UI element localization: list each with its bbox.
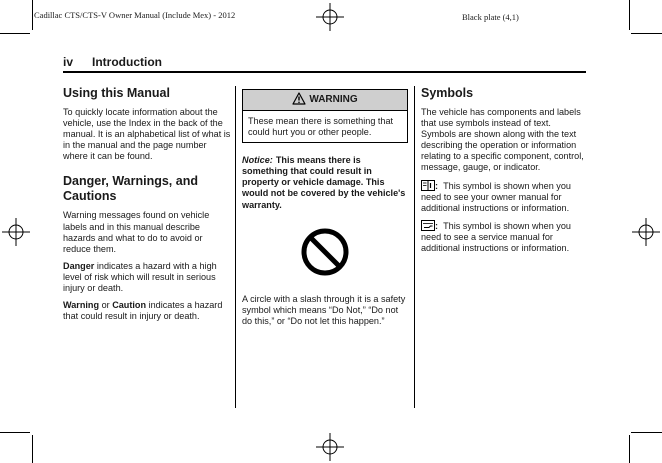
- notice-paragraph: [242, 155, 408, 210]
- warning-text: These mean there is something that could hurt you or other people.: [248, 116, 394, 138]
- owner-manual-symbol-entry: [421, 180, 587, 214]
- crop-mark: [32, 0, 33, 30]
- paragraph-danger: [63, 261, 231, 294]
- warning-box: [242, 89, 408, 143]
- column-right: [421, 86, 587, 260]
- running-head: [63, 55, 162, 69]
- prohibition-circle-icon: [300, 227, 350, 277]
- term-danger: Danger: [63, 260, 95, 271]
- paragraph: To quickly locate information about the vehicle, use the Index in the back of the manual. It is an alphabetical list of what is in the manual and the page number where it can be found.: [63, 107, 231, 162]
- registration-mark-icon: [316, 433, 344, 461]
- symbol-colon: :: [435, 180, 439, 191]
- registration-mark-icon: [316, 3, 344, 31]
- service-manual-symbol-entry: [421, 220, 587, 254]
- paragraph-warning-caution: [63, 300, 231, 322]
- crop-mark: [32, 435, 33, 463]
- heading-using-manual: Using this Manual: [63, 86, 170, 100]
- paragraph: The vehicle has components and labels that use symbols instead of text. Symbols are shown along with the text describing the operation or information relating to a specific component, control, message, gauge, or indicator.: [421, 107, 584, 173]
- column-divider: [235, 86, 236, 408]
- crop-mark: [0, 432, 30, 433]
- service-manual-icon: [421, 220, 435, 231]
- column-left: [63, 86, 231, 328]
- registration-mark-icon: [632, 218, 660, 246]
- heading-danger-warnings: Danger, Warnings, and Cautions: [63, 174, 198, 204]
- section-title: Introduction: [92, 55, 162, 69]
- warning-header: [243, 90, 407, 111]
- warning-title: WARNING: [309, 94, 358, 105]
- owner-manual-symbol-text: This symbol is shown when you need to see your owner manual for additional instructions or information.: [421, 180, 571, 213]
- symbol-colon: :: [435, 220, 439, 231]
- column-middle: [242, 89, 408, 333]
- header-rule: [63, 71, 586, 73]
- owner-manual-icon: [421, 180, 435, 191]
- notice-label: Notice:: [242, 155, 273, 166]
- registration-mark-icon: [2, 218, 30, 246]
- term-warning: Warning: [63, 300, 100, 311]
- service-manual-symbol-text: This symbol is shown when you need to see a service manual for additional instructions or information.: [421, 220, 571, 254]
- document-title: Cadillac CTS/CTS-V Owner Manual (Include Mex) - 2012: [34, 10, 236, 20]
- notice-text: This means there is something that could result in property or vehicle damage. This would not be covered by the vehicle's warranty.: [242, 155, 406, 210]
- paragraph: Warning messages found on vehicle labels and in this manual describe hazards and what to do to avoid or reduce them.: [63, 210, 210, 254]
- heading-symbols: Symbols: [421, 86, 474, 100]
- danger-description: indicates a hazard with a high level of risk which will result in serious injury or death.: [63, 260, 217, 294]
- crop-mark: [629, 435, 630, 463]
- term-caution: Caution: [112, 300, 147, 311]
- column-divider: [414, 86, 415, 408]
- crop-mark: [629, 0, 630, 30]
- page-number: iv: [63, 55, 74, 69]
- warning-caution-description: indicates a hazard that could result in injury or death.: [63, 300, 223, 322]
- prohibition-symbol: [242, 227, 408, 280]
- crop-mark: [0, 33, 30, 34]
- warning-triangle-icon: [292, 92, 306, 105]
- crop-mark: [631, 33, 662, 34]
- or-text: or: [99, 300, 113, 311]
- plate-label: Black plate (4,1): [462, 12, 519, 22]
- circle-description: A circle with a slash through it is a safety symbol which means “Do Not,” “Do not do this,” or “Do not let this happen.”: [242, 293, 406, 326]
- crop-mark: [631, 432, 662, 433]
